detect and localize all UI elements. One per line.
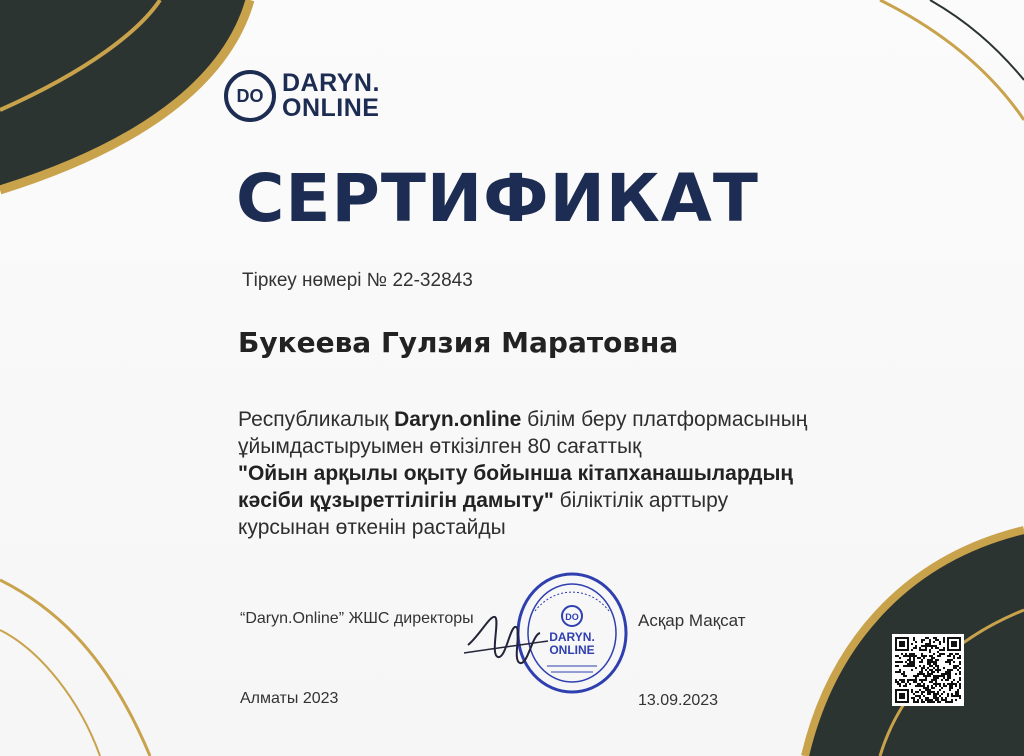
- logo-mark: DO: [224, 70, 276, 122]
- issue-date: 13.09.2023: [638, 692, 719, 709]
- course-title-1: "Ойын арқылы оқыту бойынша кітапханашылардың: [238, 462, 794, 485]
- body-line-2: ұйымдастыруымен өткізілген 80 сағаттық: [238, 435, 642, 458]
- course-title-2: кәсіби құзыреттілігін дамыту": [238, 489, 554, 512]
- signatory-name: Асқар Мақсат: [638, 611, 746, 630]
- stamp-line2: ONLINE: [549, 643, 595, 657]
- stamp-mark: DO: [565, 612, 579, 622]
- logo-line2: ONLINE: [282, 94, 380, 122]
- qr-code-icon: [892, 634, 964, 706]
- signatory-title: “Daryn.Online” ЖШС директоры: [240, 610, 474, 627]
- body-line-5: курсынан өткенін растайды: [238, 516, 506, 539]
- certificate-title: СЕРТИФИКАТ: [236, 160, 759, 237]
- certificate-body: [238, 406, 878, 541]
- city-year: Алматы 2023: [240, 690, 339, 707]
- brand-name: Daryn.online: [394, 408, 522, 431]
- logo-wordmark: [282, 71, 380, 121]
- body-line-4: [238, 487, 878, 514]
- recipient-name: Букеева Гулзия Маратовна: [238, 326, 679, 359]
- body-line-1: [238, 406, 878, 433]
- stamp-line1: DARYN.: [549, 630, 595, 644]
- body-line1-post: білім беру платформасының: [521, 408, 808, 431]
- registration-number: Тіркеу нөмері № 22-32843: [242, 270, 473, 291]
- daryn-logo: [224, 70, 380, 122]
- body-line4-post: біліктілік арттыру: [553, 489, 729, 512]
- course-title-line-1: [238, 460, 878, 487]
- logo-line1: DARYN.: [282, 69, 380, 97]
- body-line1-pre: Республикалық: [238, 408, 395, 431]
